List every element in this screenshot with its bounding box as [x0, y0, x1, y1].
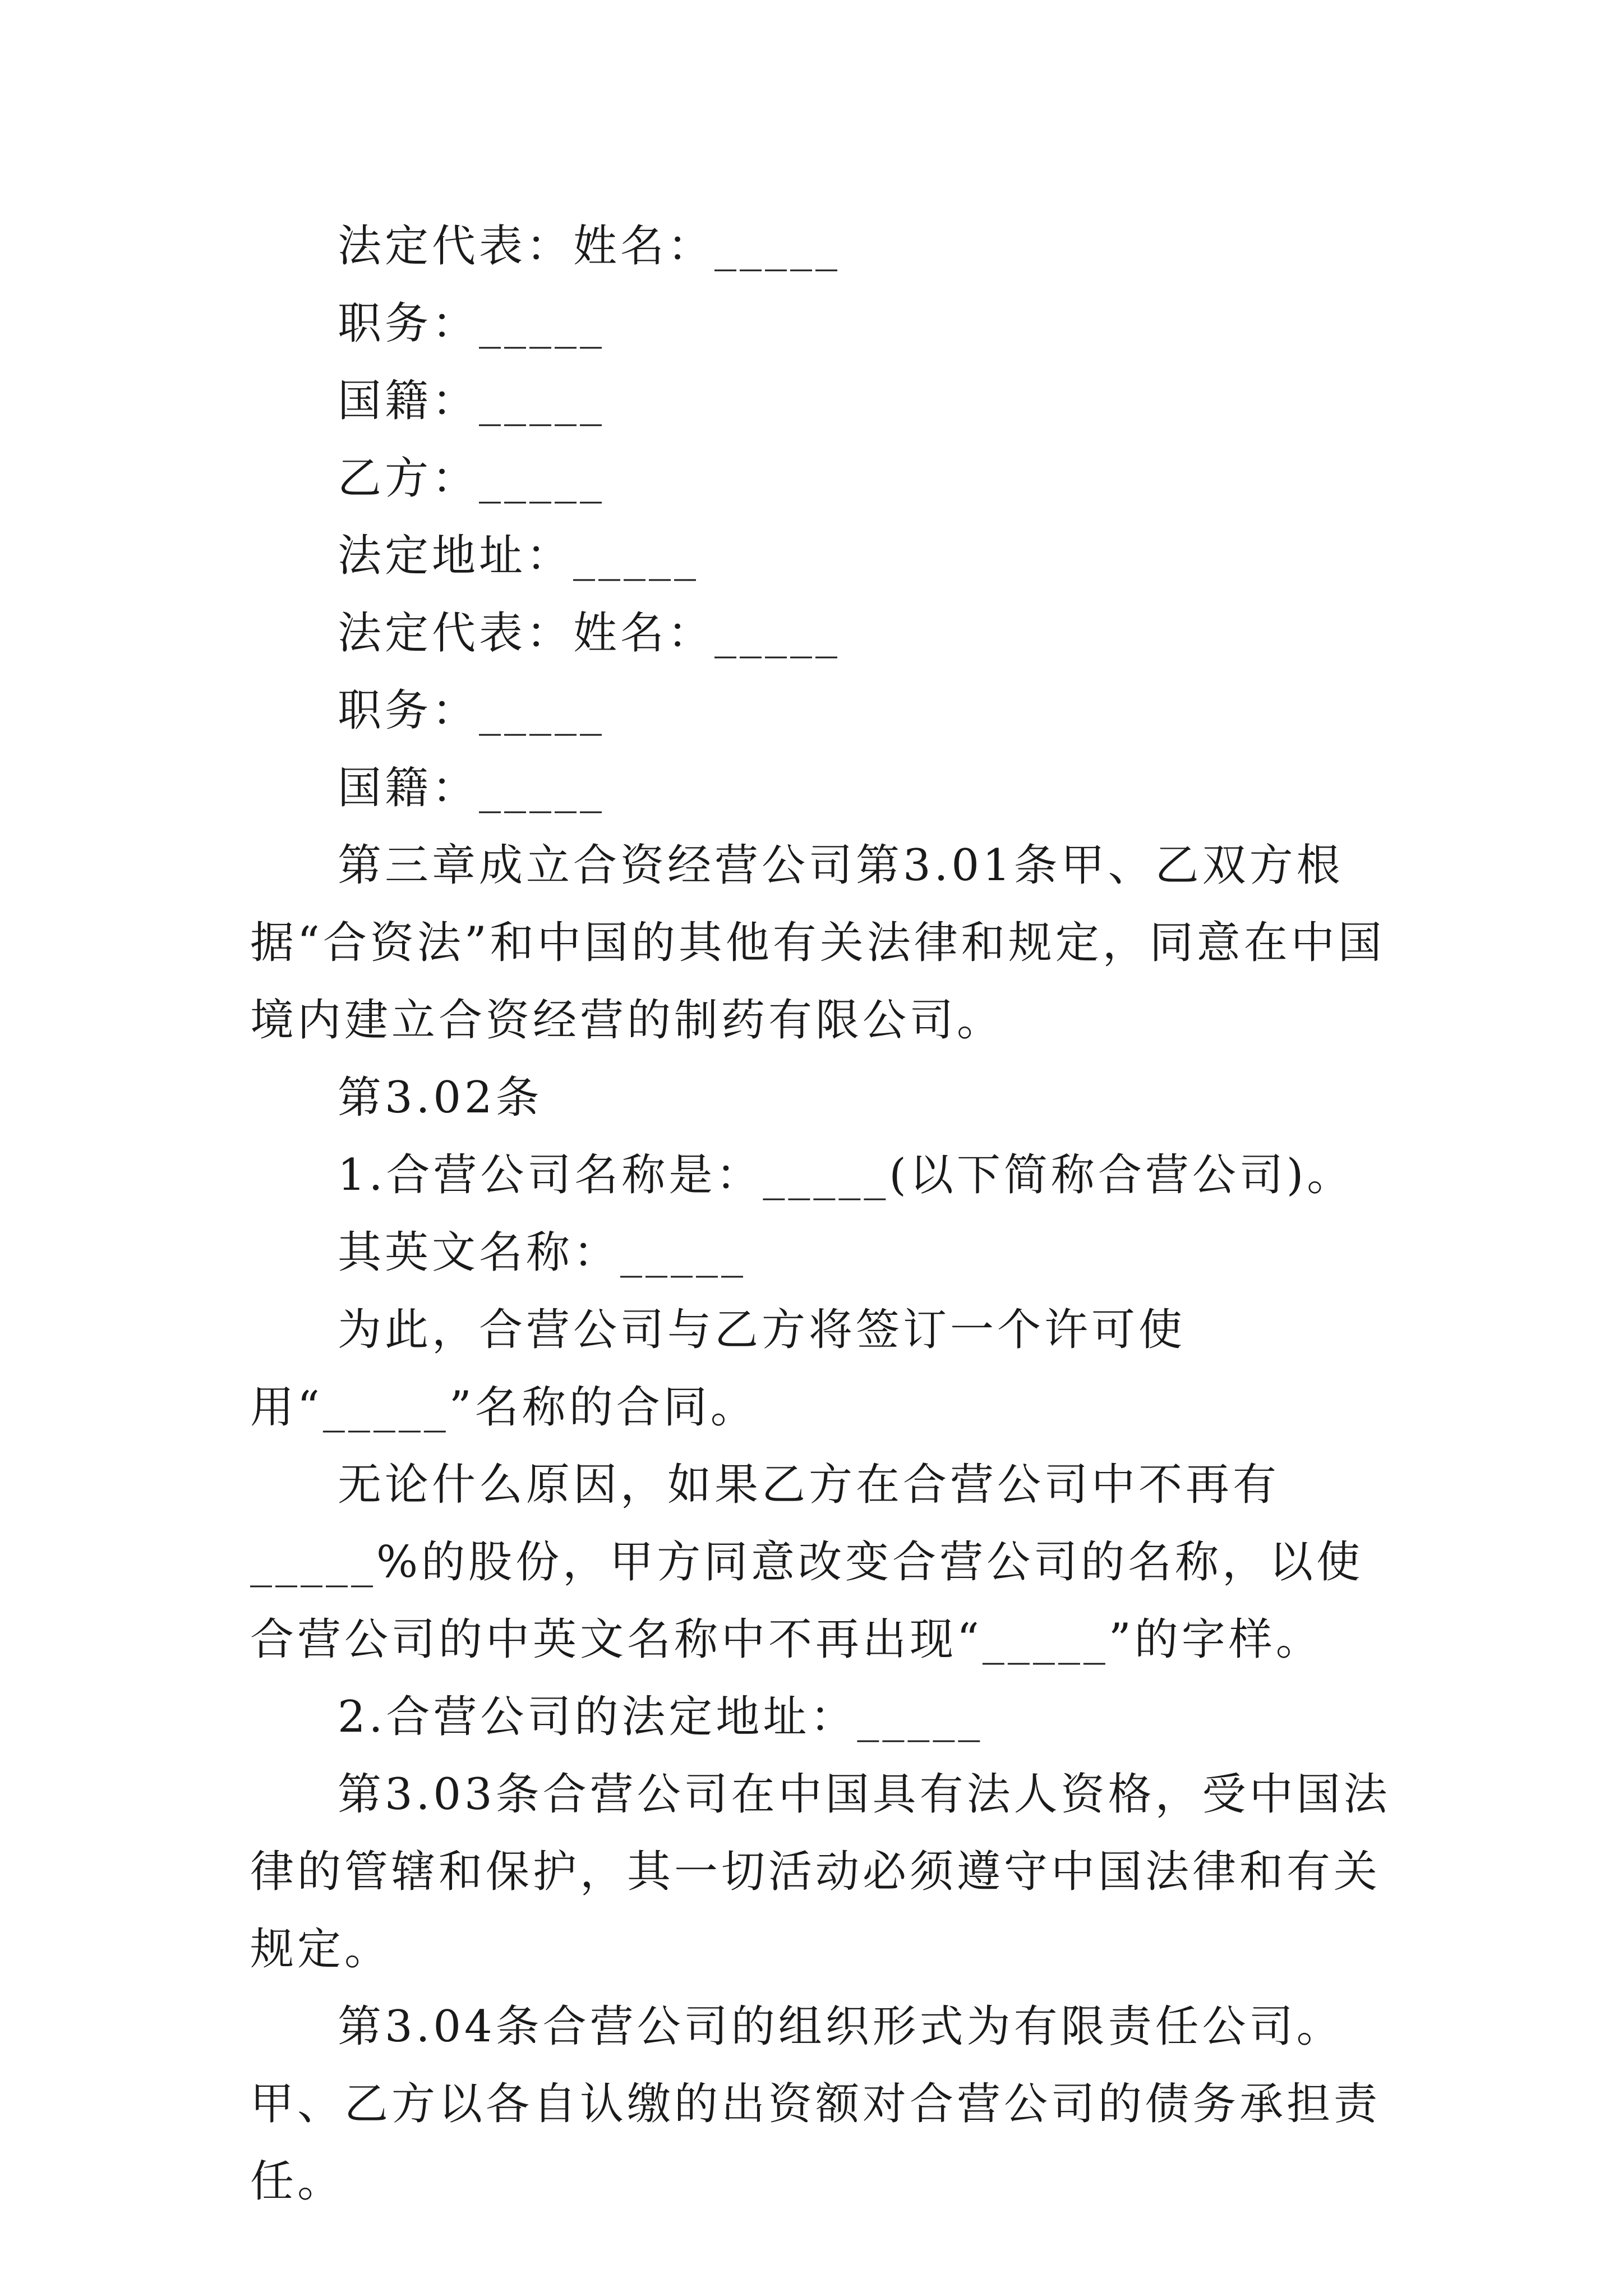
party-a-nationality: 国籍：_____: [338, 376, 606, 426]
article-3-02-heading: 第3.02条: [338, 1073, 543, 1123]
company-name-clause: 1.合营公司名称是：_____(以下简称合营公司)。: [338, 1150, 1354, 1200]
party-b: 乙方：_____: [338, 453, 606, 504]
party-a-position: 职务：_____: [338, 298, 606, 349]
article-3-01: 第三章成立合资经营公司第3.01条甲、乙双方根据“合资法”和中国的其他有关法律和规定，同意在中国境内建立合资经营的制药有限公司。: [250, 840, 1385, 1046]
article-3-03: 第3.03条合营公司在中国具有法人资格，受中国法律的管辖和保护，其一切活动必须遵守中国法律和有关规定。: [250, 1769, 1391, 1975]
english-name-clause: 其英文名称：_____: [338, 1227, 747, 1278]
party-b-nationality: 国籍：_____: [338, 763, 606, 813]
article-3-04: 第3.04条合营公司的组织形式为有限责任公司。甲、乙方以各自认缴的出资额对合营公司的债务承担责任。: [250, 2001, 1381, 2207]
party-b-position: 职务：_____: [338, 685, 606, 736]
party-a-legal-representative-name: 法定代表：姓名：_____: [338, 221, 841, 272]
party-b-legal-address: 法定地址：_____: [338, 531, 700, 581]
legal-address-clause: 2.合营公司的法定地址：_____: [338, 1692, 984, 1742]
document-body: [250, 208, 1394, 2220]
name-change-clause: 无论什么原因，如果乙方在合营公司中不再有_____%的股份，甲方同意改变合营公司的名称，以使合营公司的中英文名称中不再出现“_____”的字样。: [250, 1460, 1364, 1665]
party-b-legal-representative-name: 法定代表：姓名：_____: [338, 608, 841, 659]
license-name-clause: 为此，合营公司与乙方将签订一个许可使用“_____”名称的合同。: [250, 1305, 1186, 1433]
